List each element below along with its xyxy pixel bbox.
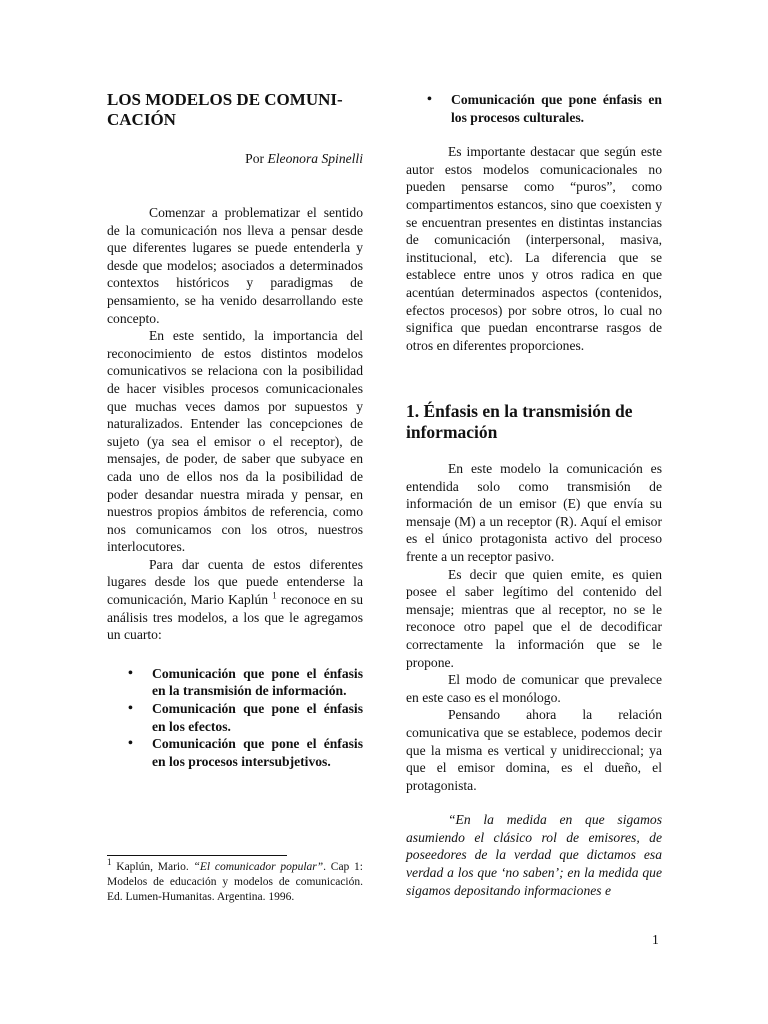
footnote-number: 1 bbox=[107, 857, 112, 868]
list-item: • Comunicación que pone el énfasis en los procesos intersubjetivos. bbox=[107, 735, 363, 770]
section-heading: 1. Énfasis en la transmisión de información bbox=[406, 401, 633, 442]
quote-block bbox=[406, 811, 662, 899]
paragraph-2: En este sentido, la importancia del reconocimiento de estos distintos modelos comunicativos se relaciona con la posibilidad de hacer visibles procesos comunicacionales que muchas veces damos por supuestos y naturalizados. Entender las concepciones de sujeto (ya sea el emisor o el receptor), de mensajes, de poder, de saber que subyace en cada uno de ellos nos da la posibilidad de poder desandar nuestra mirada y pensar, en nuestros propios ámbitos de referencia, como nos comunicamos con los otros, nuestros interlocutores. bbox=[107, 328, 363, 555]
section-paragraph-1: En este modelo la comunicación es entendida solo como transmisión de información de un emisor (E) que envía su mensaje (M) a un receptor (R). Aquí el emisor es el único protagonista activo del proceso frente a un receptor pasivo. bbox=[406, 461, 662, 564]
models-list-continued bbox=[406, 91, 662, 126]
section-paragraph-2: Es decir que quien emite, es quien posee el saber legítimo del contenido del mensaje; mientras que al receptor, no se le reconoce otro papel que el de decodificar correctamente la información que se le propone. bbox=[406, 566, 662, 670]
footnote-book-title: “El comunicador popular” bbox=[193, 861, 324, 873]
section-body bbox=[406, 460, 662, 899]
section-paragraph-4: Pensando ahora la relación comunicativa que se establece, podemos decir que la misma es vertical y unidireccional; ya que el emisor domina, es el dueño, el protagonista. bbox=[406, 707, 662, 793]
list-item: • Comunicación que pone el énfasis en los efectos. bbox=[107, 700, 363, 735]
list-item: • Comunicación que pone énfasis en los procesos culturales. bbox=[406, 91, 662, 126]
quote-text: “En la medida en que sigamos asumiendo el clásico rol de emisores, de poseedores de la verdad que dictamos esa verdad a los que ‘no saben’; en la medida que sigamos depositando informaciones e bbox=[406, 812, 662, 898]
paragraph-3-before: Para dar cuenta de estos diferentes lugares desde los que puede entenderse la comunicación, Mario Kaplún bbox=[107, 556, 363, 608]
paragraph-4: Es importante destacar que según este autor estos modelos comunicacionales no pueden pensarse como “puros”, como compartimentos estancos, sino que coexisten y se encuentran presentes en distintas instancias de comunicación (interpersonal, masiva, institucional, etc). La diferencia que se establece entre unos y otros radica en que acentúan determinados aspectos (contenidos, efectos procesos) por sobre otros, lo cual no significa que puedan encontrarse rasgos de otros en diferentes proporciones. bbox=[406, 144, 662, 353]
paragraph-3-after: reconoce en su análisis tres modelos, a los que le agregamos un cuarto: bbox=[107, 592, 363, 643]
left-column bbox=[107, 204, 363, 770]
paragraph-1: Comenzar a problematizar el sentido de la comunicación nos lleva a pensar desde que diferentes lugares se puede entenderla y desde que modelos; asociados a determinados contextos históricos y paradigmas de pensamiento, se ha venido desarrollando este concepto. bbox=[107, 205, 363, 326]
footnote-text-1: Kaplún, Mario. bbox=[116, 861, 189, 873]
section-paragraph-3: El modo de comunicar que prevalece en este caso es el monólogo. bbox=[406, 672, 662, 705]
footnote-ref-1[interactable]: 1 bbox=[272, 590, 277, 601]
paragraph-3 bbox=[107, 556, 363, 644]
right-column-top bbox=[406, 91, 662, 354]
footnote-divider bbox=[107, 855, 287, 856]
page-number: 1 bbox=[652, 932, 659, 947]
byline-prefix: Por bbox=[245, 151, 265, 166]
byline-author: Eleonora Spinelli bbox=[267, 151, 363, 166]
byline bbox=[107, 151, 363, 167]
models-list bbox=[107, 665, 363, 771]
list-item: • Comunicación que pone el énfasis en la transmisión de información. bbox=[107, 665, 363, 700]
footnote-text-2: . Cap 1: Modelos de educación y modelos de comunicación. Ed. Lumen-Humanitas. Argentina. 1996. bbox=[107, 861, 363, 903]
page-title: LOS MODELOS DE COMUNI-CACIÓN bbox=[107, 90, 343, 129]
footnote bbox=[107, 857, 363, 905]
